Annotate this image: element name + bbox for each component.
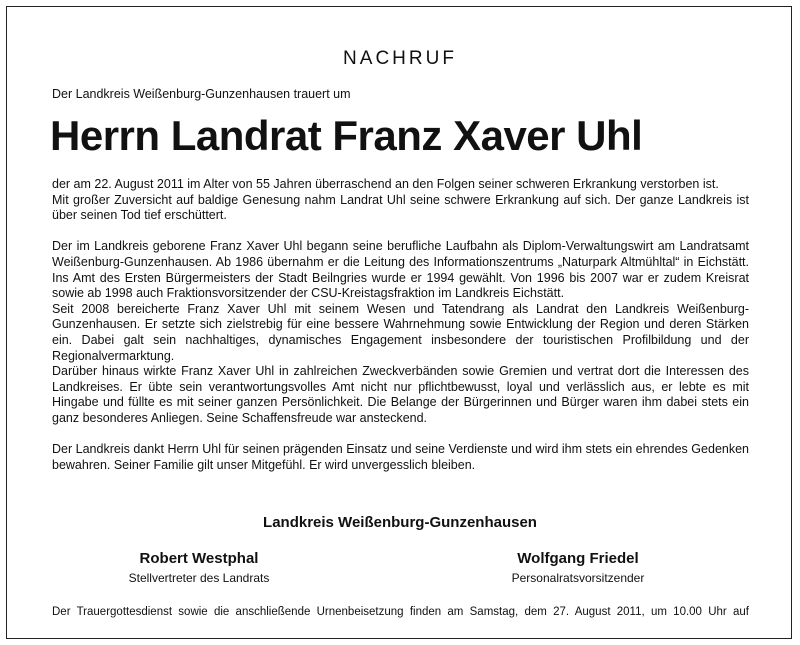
paragraph-landrat: Seit 2008 bereicherte Franz Xaver Uhl mit seinem Wesen und Tatendrang als Landrat den Landkreis Weißenburg-Gunzenhausen. Er setzte sich zielstrebig für eine bessere Wahrnehmung sowie Entwicklung der Region und deren Stärken ein. Dabei galt sein nachhaltiges, dynamisches Engagement insbesondere der touristischen Profilbildung und der Regionalvermarktung. [52,301,749,363]
deceased-name: Herrn Landrat Franz Xaver Uhl [50,112,643,159]
signatory-left [74,550,324,585]
intro-line: Der Landkreis Weißenburg-Gunzenhausen trauert um [52,87,351,101]
funeral-notice: Der Trauergottesdienst sowie die anschließende Urnenbeisetzung finden am Samstag, dem 27. August 2011, um 10.00 Uhr auf [52,606,749,618]
signatory-name: Wolfgang Friedel [517,550,639,567]
paragraph-engagement: Darüber hinaus wirkte Franz Xaver Uhl in zahlreichen Zweckverbänden sowie Gremien und vertrat dort die Interessen des Landkreises. Er übte sein verantwortungsvolles Amt nicht nur pflichtbewusst, loyal und verlässlich aus, er lebte es mit Hingabe und füllte es mit seiner ganzen Persönlichkeit. Die Belange der Bürgerinnen und Bürger waren ihm dabei stets ein ganz besonderes Anliegen. Seine Schaffensfreude war ansteckend. [52,364,749,425]
signatory-right [453,550,703,585]
signatory-name: Robert Westphal [139,550,259,567]
paragraph-thanks: Der Landkreis dankt Herrn Uhl für seinen prägenden Einsatz und seine Verdienste und wird ihm stets ein ehrendes Gedenken bewahren. Seiner Familie gilt unser Mitgefühl. Er wird unvergesslich bleiben. [52,442,749,472]
paragraph-condolence: Mit großer Zuversicht auf baldige Genesung nahm Landrat Uhl seine schwere Erkrankung auf sich. Der ganze Landkreis ist über seinen Tod tief erschüttert. [52,192,749,223]
signatory-role: Personalratsvorsitzender [511,571,645,585]
paragraph-career: Der im Landkreis geborene Franz Xaver Uhl begann seine berufliche Laufbahn als Diplom-Verwaltungswirt am Landratsamt Weißenburg-Gunzenhausen. Ab 1986 übernahm er die Leitung des Informationszentrums „Naturpark Altmühltal“ in Eichstätt. Ins Amt des Ersten Bürgermeisters der Stadt Beilngries wurde er 1994 gewählt. Von 1996 bis 2007 war er zudem Kreisrat sowie ab 1998 auch Fraktionsvorsitzender der CSU-Kreistagsfraktion im Landkreis Eichstätt. [52,239,749,301]
organization-name: Landkreis Weißenburg-Gunzenhausen [263,514,537,531]
notice-heading: NACHRUF [343,48,457,69]
paragraph-death: der am 22. August 2011 im Alter von 55 Jahren überraschend an den Folgen seiner schweren Erkrankung verstorben ist. [52,177,719,191]
obituary-body [52,177,749,473]
signatory-role: Stellvertreter des Landrats [128,571,270,585]
